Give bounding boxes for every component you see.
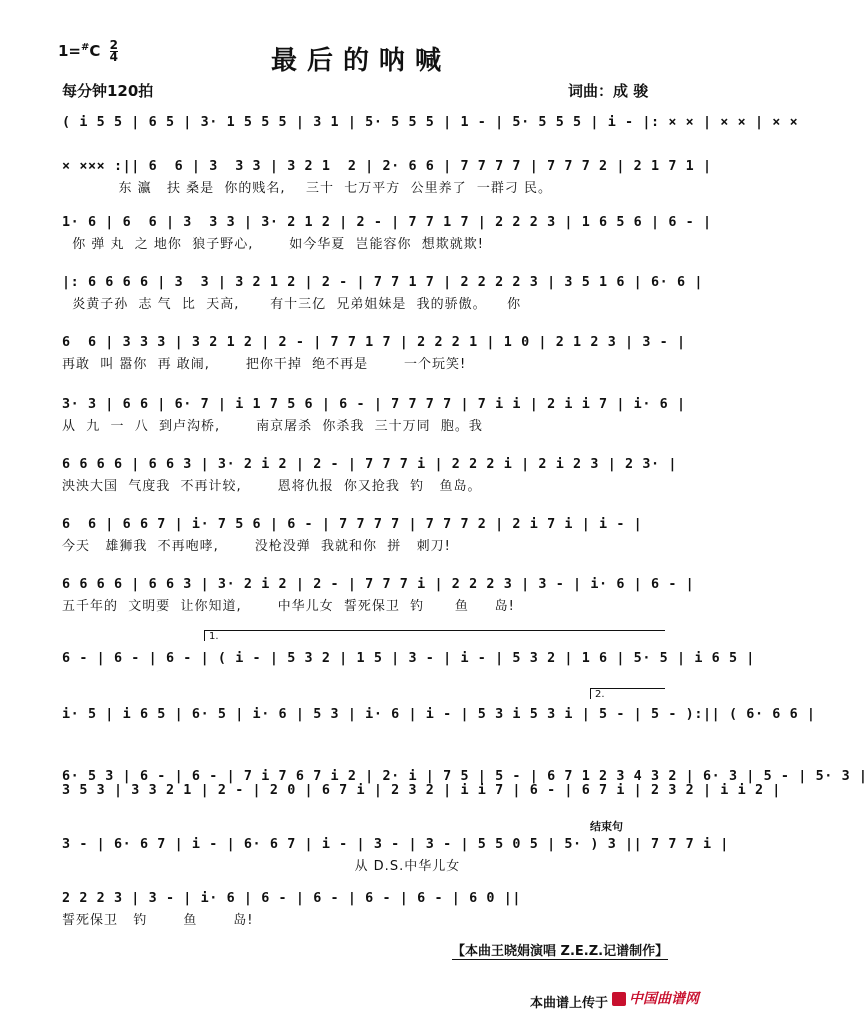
volta-second-ending: 2. [590,688,665,699]
score-line-9 [62,576,695,616]
score-line-10 [62,650,755,690]
note-row: 6 6 | 3 3 3 | 3 2 1 2 | 2 - | 7 7 1 7 | 2 2 2 1 | 1 0 | 2 1 2 3 | 3 - | [62,335,686,350]
key-note: C [89,42,101,60]
lyric-row: 誓死保卫 钓 鱼 岛! [62,913,254,928]
upload-note: 本曲谱上传于 [530,996,609,1011]
tempo-marking: 每分钟120拍 [62,82,154,100]
note-row: 6 6 | 6 6 7 | i· 7 5 6 | 6 - | 7 7 7 7 | 7 7 7 2 | 2 i 7 i | i - | [62,517,643,532]
note-row: × ××× :|| 6 6 | 3 3 3 | 3 2 1 2 | 2· 6 6 | 7 7 7 7 | 7 7 7 2 | 2 1 7 1 | [62,159,712,174]
volta-first-ending: 1. [204,630,665,641]
score-line-4 [62,274,703,314]
time-signature [110,40,118,63]
note-row: 2 2 2 3 | 3 - | i· 6 | 6 - | 6 - | 6 - | 6 - | 6 0 || [62,891,522,906]
note-row: 6 6 6 6 | 6 6 3 | 3· 2 i 2 | 2 - | 7 7 7 i | 2 2 2 3 | 3 - | i· 6 | 6 - | [62,577,695,592]
lyric-row: 泱泱大国 气度我 不再计较, 恩将仇报 你又抢我 钓 鱼岛。 [62,479,482,494]
score-line-13 [62,782,781,822]
site-logo-icon [612,992,626,1006]
note-row: 1· 6 | 6 6 | 3 3 3 | 3· 2 1 2 | 2 - | 7 7 1 7 | 2 2 2 3 | 1 6 5 6 | 6 - | [62,215,712,230]
note-row: i· 5 | i 6 5 | 6· 5 | i· 6 | 5 3 | i· 6 | i - | 5 3 i 5 3 i | 5 - | 5 - ):|| ( 6· 6 6 | [62,707,816,722]
coda-label: 结束句 [590,820,623,833]
score-line-7 [62,456,677,496]
score-line-3 [62,214,712,254]
note-row: 6· 5 3 | 6 - | 6 - | 7 i 7 6 7 i 2 | 2· i | 7 5 | 5 - | 6 7 1 2 3 4 3 2 | 6· 3 | 5 - | 5· 3 | [62,769,868,784]
site-logo[interactable] [612,988,699,1008]
page-title: 最后的呐喊 [270,46,451,76]
credit-line: 词曲：成 骏 [568,82,649,100]
note-row: 6 - | 6 - | 6 - | ( i - | 5 3 2 | 1 5 | 3 - | i - | 5 3 2 | 1 6 | 5· 5 | i 6 5 | [62,651,755,666]
lyric-row: 从 九 一 八 到卢沟桥, 南京屠杀 你杀我 三十万同 胞。我 [62,419,483,434]
lyric-row: 五千年的 文明要 让你知道, 中华儿女 誓死保卫 钓 鱼 岛! [62,599,515,614]
score-line-5 [62,334,686,374]
note-row: 3 - | 6· 6 7 | i - | 6· 6 7 | i - | 3 - | 3 - | 5 5 0 5 | 5· ) 3 || 7 7 7 i | [62,837,729,852]
note-row: 3· 3 | 6 6 | 6· 7 | i 1 7 5 6 | 6 - | 7 7 7 7 | 7 i i | 2 i i 7 | i· 6 | [62,397,686,412]
site-logo-text: 中国曲谱网 [629,991,699,1007]
time-signature-top: 2 [109,38,119,52]
lyric-row: 炎黄子孙 志 气 比 天高, 有十三亿 兄弟姐妹是 我的骄傲。 你 [62,297,522,312]
score-line-11 [62,706,816,746]
lyric-row: 东 瀛 扶 桑是 你的贱名, 三十 七万平方 公里养了 一群刁 民。 [62,181,552,196]
lyric-row: 从 D.S.中华儿女 [62,859,461,874]
note-row: |: 6 6 6 6 | 3 3 | 3 2 1 2 | 2 - | 7 7 1 7 | 2 2 2 2 3 | 3 5 1 6 | 6· 6 | [62,275,703,290]
note-row: 3 5 3 | 3 3 2 1 | 2 - | 2 0 | 6 7 i | 2 3 2 | i i 7 | 6 - | 6 7 i | 2 3 2 | i i 2 | [62,783,781,798]
key-signature [58,40,118,63]
key-sharp: # [81,42,90,53]
note-row: ( i 5 5 | 6 5 | 3· 1 5 5 5 | 3 1 | 5· 5 5 5 | 1 - | 5· 5 5 5 | i - |: × × | × × | × × [62,115,799,130]
score-line-14 [62,836,729,876]
score-line-2 [62,158,712,198]
score-line-8 [62,516,660,556]
score-line-1 [62,114,799,154]
key-prefix: 1= [58,42,82,60]
score-line-6 [62,396,686,436]
score-line-15 [62,890,660,930]
lyric-row: 你 弹 丸 之 地你 狼子野心, 如今华夏 岂能容你 想欺就欺! [62,237,484,252]
lyric-row: 再敢 叫 嚣你 再 敢闹, 把你干掉 绝不再是 一个玩笑! [62,357,467,372]
performer-note: 【本曲王晓娟演唱 Z.E.Z.记谱制作】 [452,940,668,960]
lyric-row: 今天 雄狮我 不再咆哮, 没枪没弹 我就和你 拼 刺刀! [62,539,451,554]
time-signature-bottom: 4 [109,50,119,64]
note-row: 6 6 6 6 | 6 6 3 | 3· 2 i 2 | 2 - | 7 7 7 i | 2 2 2 i | 2 i 2 3 | 2 3· | [62,457,677,472]
